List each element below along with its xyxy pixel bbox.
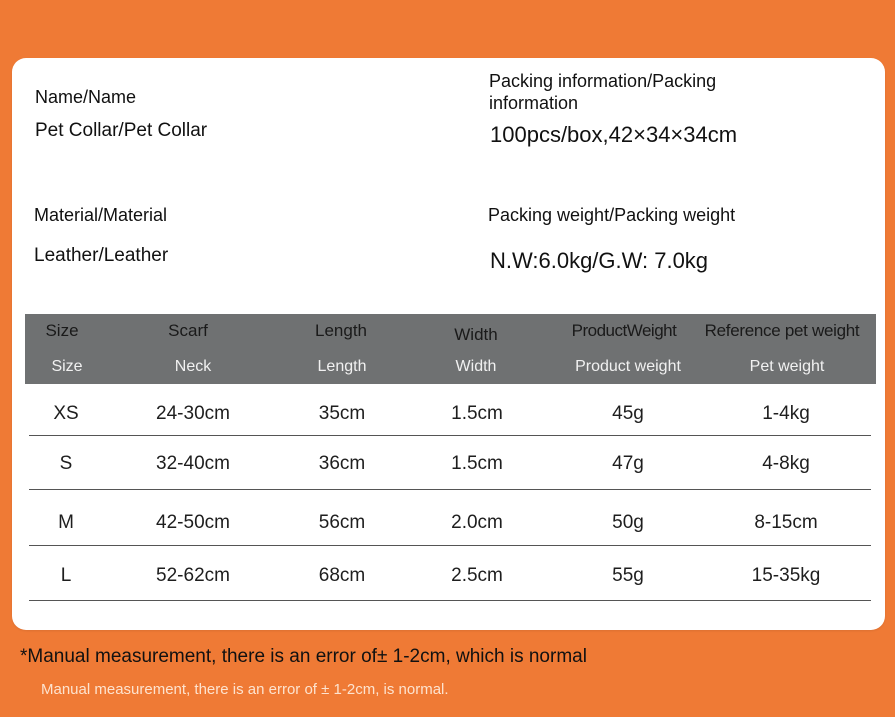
- cell-product-weight: 50g: [612, 512, 644, 533]
- header-product-weight-sub: Product weight: [575, 358, 681, 375]
- name-label: Name/Name: [35, 87, 137, 107]
- cell-size: L: [60, 565, 72, 586]
- header-length-sub: Length: [317, 358, 367, 375]
- cell-neck: 24-30cm: [156, 403, 230, 424]
- cell-width: 2.0cm: [451, 512, 503, 533]
- table-row-xs: [29, 386, 871, 442]
- cell-pet-weight: 8-15cm: [754, 512, 818, 533]
- cell-pet-weight: 4-8kg: [762, 453, 810, 474]
- cell-product-weight: 45g: [612, 403, 644, 424]
- header-neck: Neck: [174, 358, 212, 375]
- cell-length: 68cm: [318, 565, 366, 586]
- material-label: Material/Material: [34, 205, 168, 225]
- material-value: Leather/Leather: [34, 245, 169, 266]
- header-size-sub: Size: [51, 358, 83, 375]
- table-row-m: [29, 495, 871, 551]
- row-divider: [29, 600, 871, 601]
- cell-pet-weight: 1-4kg: [762, 403, 810, 424]
- packing-weight-value: N.W:6.0kg/G.W: 7.0kg: [490, 248, 709, 273]
- row-divider: [29, 489, 871, 490]
- header-width-sub: Width: [455, 358, 497, 375]
- cell-length: 36cm: [318, 453, 366, 474]
- table-row-l: [29, 548, 871, 604]
- header-product-weight: ProductWeight: [571, 321, 677, 340]
- packing-info-label: Packing information/Packing information: [489, 71, 717, 113]
- measurement-note-sub: Manual measurement, there is an error of ± 1-2cm, is normal.: [41, 681, 449, 698]
- cell-pet-weight: 15-35kg: [751, 565, 821, 586]
- cell-width: 1.5cm: [451, 403, 503, 424]
- header-reference-pet-weight: Reference pet weight: [704, 321, 860, 340]
- header-pet-weight: Pet weight: [749, 358, 825, 375]
- cell-size: S: [59, 453, 73, 474]
- cell-width: 1.5cm: [451, 453, 503, 474]
- cell-size: XS: [53, 403, 79, 424]
- cell-neck: 42-50cm: [156, 512, 230, 533]
- table-row-s: [29, 436, 871, 492]
- row-divider: [29, 545, 871, 546]
- header-width: Width: [454, 325, 498, 344]
- header-scarf: Scarf: [168, 321, 208, 340]
- cell-neck: 52-62cm: [156, 565, 230, 586]
- cell-product-weight: 55g: [612, 565, 644, 586]
- header-size: Size: [45, 321, 79, 340]
- measurement-note: *Manual measurement, there is an error of± 1-2cm, which is normal: [20, 646, 587, 667]
- cell-neck: 32-40cm: [156, 453, 230, 474]
- cell-product-weight: 47g: [612, 453, 644, 474]
- cell-length: 35cm: [318, 403, 366, 424]
- cell-size: M: [58, 512, 74, 533]
- packing-info-value: 100pcs/box,42×34×34cm: [490, 122, 738, 147]
- cell-length: 56cm: [318, 512, 366, 533]
- spec-card: [12, 58, 885, 630]
- header-length: Length: [315, 321, 367, 340]
- cell-width: 2.5cm: [451, 565, 503, 586]
- name-value: Pet Collar/Pet Collar: [35, 120, 208, 141]
- packing-weight-label: Packing weight/Packing weight: [488, 205, 736, 225]
- table-header: [25, 314, 876, 384]
